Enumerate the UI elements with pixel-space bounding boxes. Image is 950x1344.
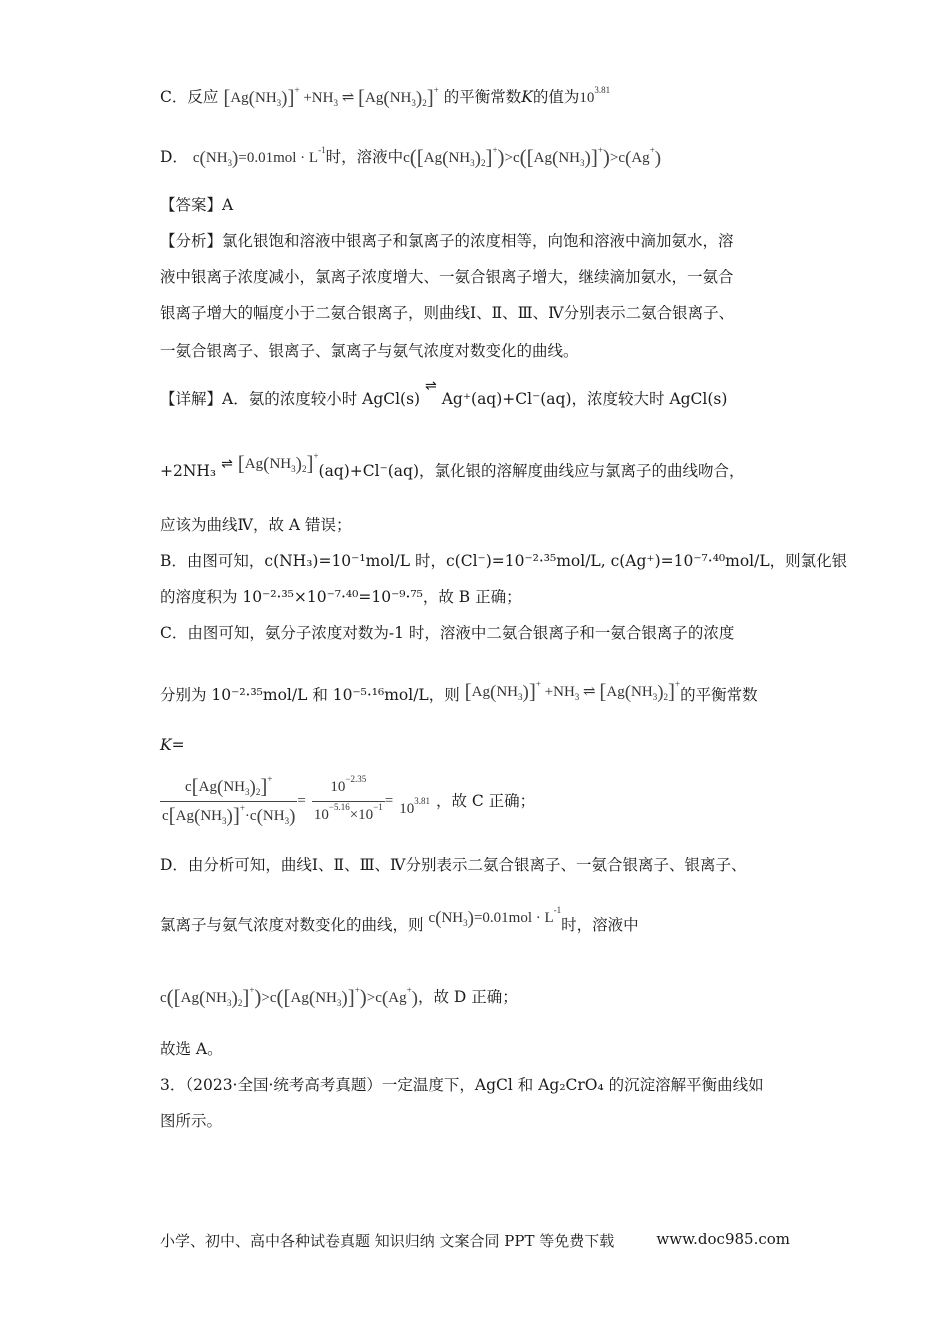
- d-condition-2: $c(NH_3)=0.01mol \cdot L^{-1}$: [428, 905, 562, 929]
- c-suffix: 的平衡常数: [443, 88, 522, 106]
- d-condition: $c(NH_3)=0.01mol \cdot L^{-1}$: [192, 145, 326, 169]
- detail-a-line-1: 【详解】A．氨的浓度较小时 AgCl(s) ⇌ Ag⁺(aq)+Cl⁻(aq)，浓度较大时 AgCl(s): [160, 378, 728, 408]
- k-symbol: K: [521, 88, 533, 106]
- detail-d-line-2: 氯离子与氨气浓度对数变化的曲线，则 $c(NH_3)=0.01mol \cdot L^{-1}$时，溶液中: [160, 905, 639, 934]
- diammine-silver-ion: $[Ag(NH_3)_2]^+$: [237, 451, 319, 475]
- d-inequality: $c([Ag(NH_3)_2]^+)>c([Ag(NH_3)]^+)>c(Ag^+)$: [403, 145, 662, 169]
- page-footer: [160, 1230, 790, 1251]
- answer: 【答案】A: [160, 196, 234, 214]
- option-c-prefix: C．反应: [160, 88, 219, 106]
- detail-d-line-1: D．由分析可知，曲线Ⅰ、Ⅱ、Ⅲ、Ⅳ分别表示二氨合银离子、一氨合银离子、银离子、: [160, 856, 747, 874]
- detail-c-line-2: 分别为 10⁻²·³⁵mol/L 和 10⁻⁵·¹⁶mol/L，则 $[Ag(NH_3)]^+ +NH_3$ ⇌ $[Ag(NH_3)_2]^+$的平衡常数: [160, 679, 758, 704]
- detail-b-line-1: B．由图可知，c(NH₃)=10⁻¹mol/L 时，c(Cl⁻)=10⁻²·³⁵mol/L, c(Ag⁺)=10⁻⁷·⁴⁰mol/L，则氯化银: [160, 552, 848, 570]
- option-d-prefix: D．: [160, 148, 188, 166]
- k-label: K=: [160, 736, 185, 754]
- detail-b-line-2: 的溶度积为 10⁻²·³⁵×10⁻⁷·⁴⁰=10⁻⁹·⁷⁵，故 B 正确；: [160, 588, 522, 606]
- option-d: D． $c(NH_3)=0.01mol \cdot L^{-1}$时，溶液中$c([Ag(NH_3)_2]^+)>c([Ag(NH_3)]^+)>c(Ag^+)$: [160, 145, 662, 169]
- c-equation: $[Ag(NH_3)]^+ +NH_3$ ⇌ $[Ag(NH_3)_2]^+$: [223, 85, 439, 109]
- footer-text: 小学、初中、高中各种试卷真题 知识归纳 文案合同 PPT 等免费下载: [160, 1232, 615, 1250]
- analysis-line-4: 一氨合银离子、银离子、氯离子与氨气浓度对数变化的曲线。: [160, 342, 579, 360]
- analysis-line-1: 【分析】氯化银饱和溶液中银离子和氯离子的浓度相等，向饱和溶液中滴加氨水，溶: [160, 232, 734, 250]
- analysis-line-3: 银离子增大的幅度小于二氨合银离子，则曲线Ⅰ、Ⅱ、Ⅲ、Ⅳ分别表示二氨合银离子、: [160, 304, 735, 322]
- detail-d-line-3: $c([Ag(NH_3)_2]^+)>c([Ag(NH_3)]^+)>c(Ag^+)$，故 D 正确；: [160, 985, 518, 1009]
- equilibrium-arrow-icon: ⇌: [425, 378, 437, 394]
- choose-answer: 故选 A。: [160, 1040, 223, 1058]
- k-value-fraction: $\frac{10^{-2.35}}{10^{-5.16}\times 10^{-1}}$: [313, 773, 383, 823]
- c-reaction: $[Ag(NH_3)]^+ +NH_3$ ⇌ $[Ag(NH_3)_2]^+$: [464, 679, 681, 703]
- detail-c-line-1: C．由图可知，氨分子浓度对数为-1 时，溶液中二氨合银离子和一氨合银离子的浓度: [160, 624, 735, 642]
- k-formula: $\frac{c[Ag(NH_3)_2]^+}{c[Ag(NH_3)]^+\cdot c(NH_3)}$ = $\frac{10^{-2.35}}{10^{-5.16}\times 10^{-1}}$ = $10^{3.81}$ ，故 C 正确；: [162, 773, 536, 827]
- analysis-line-2: 液中银离子浓度减小，氯离子浓度增大、一氨合银离子增大，继续滴加氨水，一氨合: [160, 268, 734, 286]
- detail-a-line-2: +2NH₃ ⇌ $[Ag(NH_3)_2]^+(aq)+Cl^-(aq)$，氯化银的溶解度曲线应与氯离子的曲线吻合，: [160, 451, 745, 480]
- k-fraction: $\frac{c[Ag(NH_3)_2]^+}{c[Ag(NH_3)]^+\cdot c(NH_3)}$: [162, 773, 296, 827]
- question-3-line-2: 图所示。: [160, 1112, 223, 1130]
- detail-a-line-3: 应该为曲线Ⅳ，故 A 错误；: [160, 516, 352, 534]
- question-3-line-1: 3．（2023·全国·统考高考真题）一定温度下，AgCl 和 Ag₂CrO₄ 的沉淀溶解平衡曲线如: [160, 1076, 764, 1094]
- option-c: C．反应 $[Ag(NH_3)]^+ +NH_3$ ⇌ $[Ag(NH_3)_2]^+$ 的平衡常数K的值为$10^{3.81}$: [160, 85, 611, 109]
- d-inequality-2: $c([Ag(NH_3)_2]^+)>c([Ag(NH_3)]^+)>c(Ag^+)$: [160, 985, 418, 1009]
- equilibrium-arrow-icon: ⇌: [221, 456, 233, 472]
- c-value: 10: [579, 90, 595, 106]
- footer-link[interactable]: www.doc985.com: [656, 1230, 790, 1248]
